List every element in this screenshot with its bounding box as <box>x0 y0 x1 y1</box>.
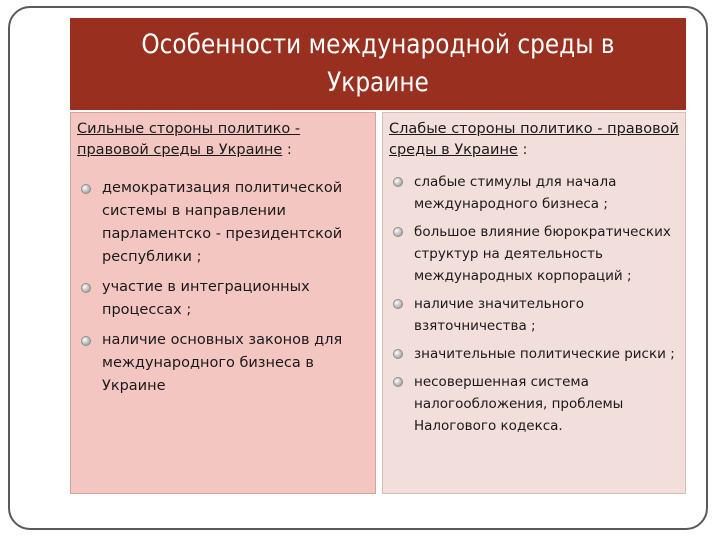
round-bullet-icon <box>393 177 403 187</box>
weaknesses-panel <box>382 112 686 494</box>
list-item-text: участие в интеграционных процессах ; <box>102 279 310 318</box>
round-bullet-icon <box>393 349 403 359</box>
list-item <box>79 329 369 398</box>
round-bullet-icon <box>393 227 403 237</box>
list-item <box>79 276 369 322</box>
weaknesses-heading <box>389 119 679 161</box>
round-bullet-icon <box>393 299 403 309</box>
list-item-text: слабые стимулы для начала международного бизнеса ; <box>414 174 617 212</box>
round-bullet-icon <box>81 184 91 194</box>
weaknesses-list <box>391 171 679 443</box>
title-bar <box>70 18 686 110</box>
slide-title: Особенности международной среды в Украине <box>141 29 615 98</box>
strengths-heading-suffix: : <box>282 142 292 158</box>
list-item-text: большое влияние бюрократических структур на деятельность международных корпораций ; <box>414 224 671 284</box>
list-item <box>391 171 679 215</box>
list-item <box>79 177 369 269</box>
round-bullet-icon <box>393 377 403 387</box>
strengths-heading-text: Сильные стороны политико - правовой среды в Украине <box>77 121 301 158</box>
list-item-text: наличие значительного взяточничества ; <box>414 296 585 334</box>
list-item-text: наличие основных законов для международного бизнеса в Украине <box>102 332 343 394</box>
list-item-text: несовершенная система налогообложения, проблемы Налогового кодекса. <box>414 374 624 434</box>
weaknesses-heading-text: Слабые стороны политико - правовой среды в Украине <box>389 121 679 158</box>
list-item <box>391 343 679 365</box>
list-item <box>391 221 679 287</box>
round-bullet-icon <box>81 336 91 346</box>
list-item <box>391 371 679 437</box>
strengths-list <box>79 177 369 405</box>
list-item-text: значительные политические риски ; <box>414 346 675 362</box>
list-item-text: демократизация политической системы в направлении парламентско - президентской республики ; <box>102 180 343 265</box>
strengths-panel <box>70 112 376 494</box>
list-item <box>391 293 679 337</box>
strengths-heading <box>77 119 369 161</box>
weaknesses-heading-suffix: : <box>517 142 528 158</box>
round-bullet-icon <box>81 283 91 293</box>
